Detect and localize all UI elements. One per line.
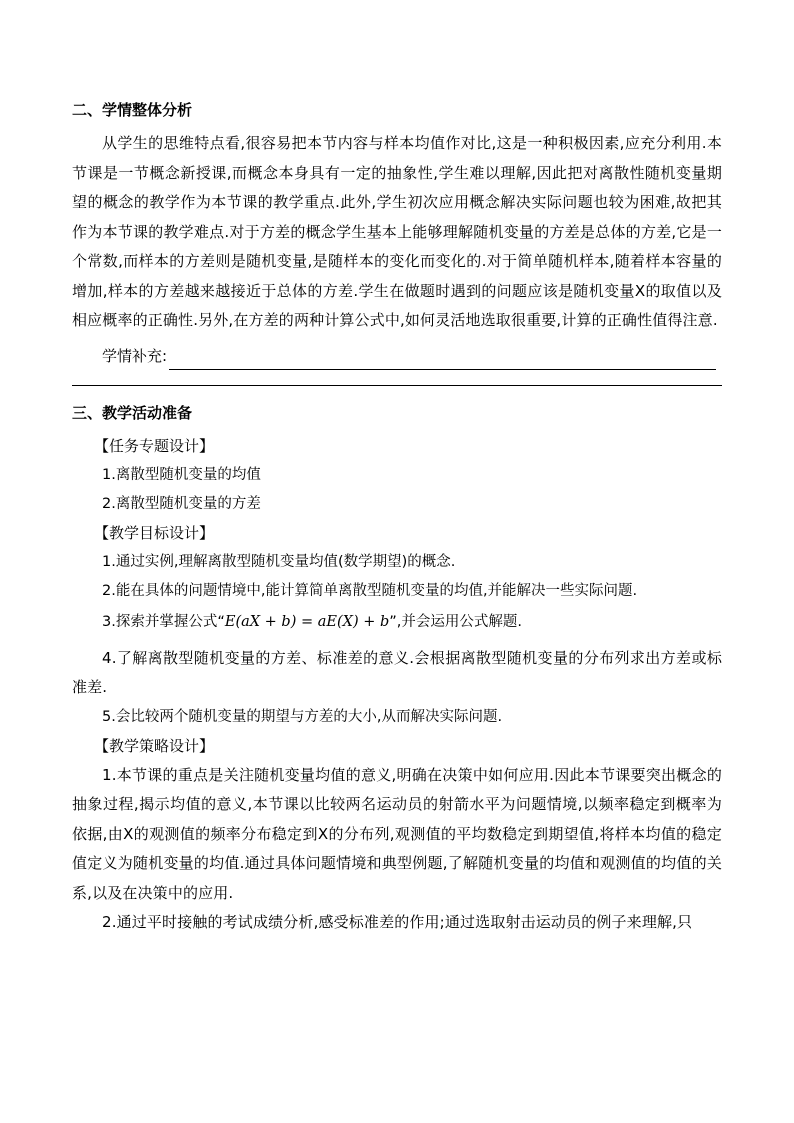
goal-item-1: 1.通过实例,理解离散型随机变量均值(数学期望)的概念. (102, 553, 456, 570)
task-item-1: 1.离散型随机变量的均值 (102, 466, 261, 483)
task-design-title: 【任务专题设计】 (94, 436, 215, 455)
supplement-blank-line[interactable] (169, 349, 716, 370)
goal-3-suffix: ”,并会运用公式解题. (389, 613, 522, 630)
supplement-label: 学情补充: (102, 346, 168, 365)
goal-item-2: 2.能在具体的问题情境中,能计算简单离散型随机变量的均值,并能解决一些实际问题. (102, 582, 638, 599)
goal-item-4: 4.了解离散型随机变量的方差、标准差的意义.会根据离散型随机变量的分布列求出方差或标准差. (72, 648, 722, 696)
section-2-heading: 二、学情整体分析 (72, 101, 193, 119)
document-page (72, 97, 722, 938)
task-item-2: 2.离散型随机变量的方差 (102, 495, 261, 512)
goal-item-5: 5.会比较两个随机变量的期望与方差的大小,从而解决实际问题. (102, 708, 503, 725)
goal-item-3 (72, 606, 722, 638)
section-3-heading: 三、教学活动准备 (72, 403, 193, 422)
goal-design-title: 【教学目标设计】 (94, 523, 215, 542)
goal-3-formula: E(aX + b) = aE(X) + b (224, 613, 390, 630)
supplement-row (72, 342, 722, 370)
section-2-paragraph: 从学生的思维特点看,很容易把本节内容与样本均值作对比,这是一种积极因素,应充分利用.本节课是一节概念新授课,而概念本身具有一定的抽象性,学生难以理解,因此把对离散性随机变量期望的概念的教学作为本节课的教学重点.此外,学生初次应用概念解决实际问题也较为困难,故把其作为本节课的教学难点.对于方差的概念学生基本上能够理解随机变量的方差是总体的方差,它是一个常数,而样本的方差则是随机变量,是随样本的变化而变化的.对于简单随机样本,随着样本容量的增加,样本的方差越来越接近于总体的方差.学生在做题时遇到的问题应该是随机变量X的取值以及相应概率的正确性.另外,在方差的两种计算公式中,如何灵活地选取很重要,计算的正确性值得注意. (72, 134, 722, 329)
strategy-item-2: 2.通过平时接触的考试成绩分析,感受标准差的作用;通过选取射击运动员的例子来理解,只 (102, 913, 693, 931)
goal-3-prefix: 3.探索并掌握公式“ (102, 613, 225, 630)
strategy-item-1: 1.本节课的重点是关注随机变量均值的意义,明确在决策中如何应用.因此本节课要突出概念的抽象过程,揭示均值的意义,本节课以比较两名运动员的射箭水平为问题情境,以频率稳定到概率为依据,由X的观测值的频率分布稳定到X的分布列,观测值的平均数稳定到期望值,将样本均值的稳定值定义为随机变量的均值.通过具体问题情境和典型例题,了解随机变量的均值和观测值的均值的关系,以及在决策中的应用. (72, 765, 722, 902)
strategy-design-title: 【教学策略设计】 (94, 736, 215, 755)
full-width-blank-line[interactable] (72, 384, 722, 386)
